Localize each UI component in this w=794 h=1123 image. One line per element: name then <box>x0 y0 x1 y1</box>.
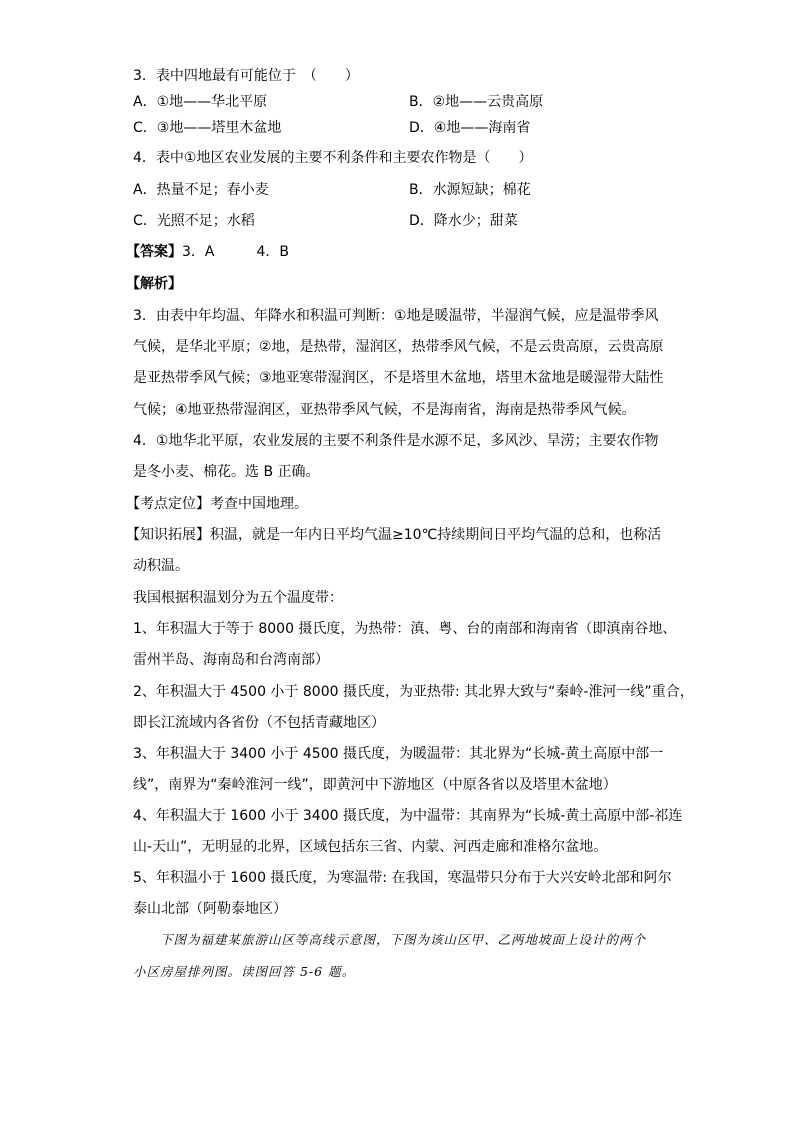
analysis-line: 是亚热带季风气候；③地亚寒带湿润区，不是塔里木盆地，塔里木盆地是暖湿带大陆性 <box>133 370 664 386</box>
kaodian-line <box>126 494 308 514</box>
q3-option-a: A．①地——华北平原 <box>133 94 268 110</box>
next-question-intro-line: 小区房屋排列图。读图回答 5-6 题。 <box>133 964 356 979</box>
q4-option-d: D．降水少；甜菜 <box>409 213 518 229</box>
zhishi-line <box>126 525 661 545</box>
zone-line: 雷州半岛、海南岛和台湾南部） <box>133 652 329 668</box>
zhishi-line-2: 动积温。 <box>133 558 189 574</box>
zone-line: 3、年积温大于 3400 小于 4500 摄氏度，为暖温带：其北界为“长城-黄土高原中部一 <box>133 746 664 762</box>
q4-option-c: C．光照不足；水稻 <box>133 213 255 229</box>
analysis-line: 气候，是华北平原；②地，是热带，湿润区，热带季风气候，不是云贵高原，云贵高原 <box>133 339 664 355</box>
analysis-line: 是冬小麦、棉花。选 B 正确。 <box>133 464 320 480</box>
kaodian-label: 【考点定位】 <box>126 496 210 512</box>
next-question-intro-line: 下图为福建某旅游山区等高线示意图，下图为该山区甲、乙两地坡面上设计的两个 <box>160 932 647 947</box>
zhishi-text: 积温，就是一年内日平均气温≥10℃持续期间日平均气温的总和，也称活 <box>210 527 662 543</box>
analysis-line: 4．①地华北平原，农业发展的主要不利条件是水源不足，多风沙、旱涝；主要农作物 <box>133 433 659 449</box>
analysis-line: 气候；④地亚热带湿润区，亚热带季风气候，不是海南省，海南是热带季风气候。 <box>133 402 636 418</box>
q3-option-c: C．③地——塔里木盆地 <box>133 120 282 136</box>
zone-line: 线”，南界为“秦岭淮河一线”，即黄河中下游地区（中原各省以及塔里木盆地） <box>133 777 617 793</box>
analysis-line: 3．由表中年均温、年降水和积温可判断：①地是暖温带，半湿润气候，应是温带季风 <box>133 308 659 324</box>
zone-line: 2、年积温大于 4500 小于 8000 摄氏度，为亚热带: 其北界大致与“秦岭-淮河一线”重合， <box>133 684 694 700</box>
zone-line: 1、年积温大于等于 8000 摄氏度，为热带：滇、粤、台的南部和海南省（即滇南谷地、 <box>133 621 677 637</box>
answer-text: 3．A 4．B <box>182 244 289 260</box>
zone-line: 4、年积温大于 1600 小于 3400 摄氏度，为中温带：其南界为“长城-黄土高原中部-祁连 <box>133 808 683 824</box>
answer-label: 【答案】 <box>126 244 182 260</box>
kaodian-text: 考查中国地理。 <box>210 496 308 512</box>
answer-line <box>126 242 289 262</box>
zone-line: 山-天山”，无明显的北界，区域包括东三省、内蒙、河西走廊和准格尔盆地。 <box>133 839 608 855</box>
q3-option-d: D．④地——海南省 <box>409 120 531 136</box>
q4-stem: 4．表中①地区农业发展的主要不利条件和主要农作物是（ ） <box>133 150 533 166</box>
zone-line: 即长江流域内各省份（不包括青藏地区） <box>133 715 385 731</box>
q4-option-b: B．水源短缺；棉花 <box>409 182 531 198</box>
zhishi-label: 【知识拓展】 <box>126 527 210 543</box>
q3-option-b: B．②地——云贵高原 <box>409 94 544 110</box>
analysis-label: 【解析】 <box>126 276 182 292</box>
q4-option-a: A．热量不足；春小麦 <box>133 182 269 198</box>
zone-line: 泰山北部（阿勒泰地区） <box>133 901 287 917</box>
zones-intro: 我国根据积温划分为五个温度带： <box>133 590 343 606</box>
q3-stem: 3．表中四地最有可能位于 （ ） <box>133 68 359 84</box>
zone-line: 5、年积温小于 1600 摄氏度，为寒温带: 在我国，寒温带只分布于大兴安岭北部和阿尔 <box>133 870 672 886</box>
